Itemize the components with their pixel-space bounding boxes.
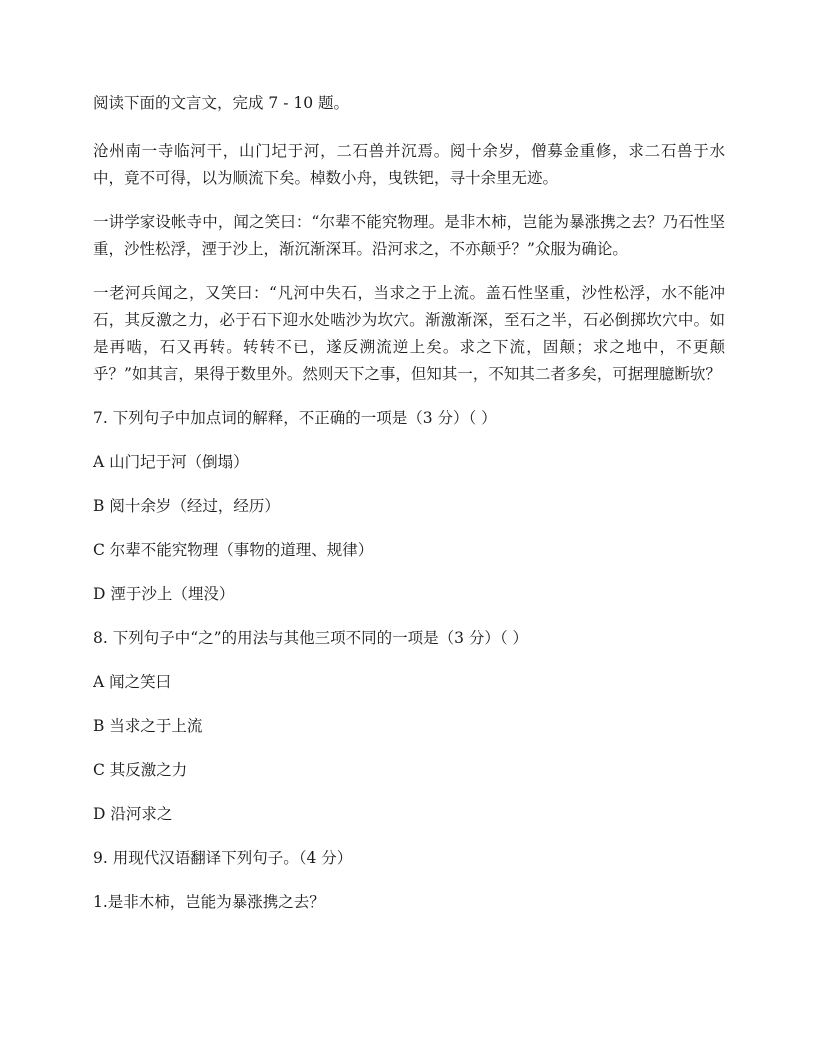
question-7-stem: 7. 下列句子中加点词的解释，不正确的一项是（3 分）（ ）	[93, 409, 497, 427]
question-7-option-d: D 湮于沙上（埋没）	[93, 585, 235, 603]
passage-paragraph-2: 一讲学家设帐寺中，闻之笑曰：“尔辈不能究物理。是非木柿，岂能为暴涨携之去？乃石性坚重，沙性松浮，湮于沙上，渐沉渐深耳。沿河求之，不亦颠乎？”众服为确论。	[93, 213, 725, 258]
question-9-item-1: 1.是非木柿，岂能为暴涨携之去？	[93, 893, 325, 911]
question-7-option-c: C 尔辈不能究物理（事物的道理、规律）	[93, 541, 374, 559]
passage-paragraph-3: 一老河兵闻之，又笑曰：“凡河中失石，当求之于上流。盖石性坚重，沙性松浮，水不能冲石，其反激之力，必于石下迎水处啮沙为坎穴。渐激渐深，至石之半，石必倒掷坎穴中。如是再啮，石又再转。转转不已，遂反溯流逆上矣。求之下流，固颠；求之地中，不更颠乎？”如其言，果得于数里外。然则天下之事，但知其一，不知其二者多矣，可据理臆断欤？	[93, 284, 725, 383]
question-8-stem: 8. 下列句子中“之”的用法与其他三项不同的一项是（3 分）（ ）	[93, 629, 529, 647]
question-7-option-b: B 阅十余岁（经过，经历）	[93, 497, 280, 515]
document-content	[93, 90, 725, 933]
question-8-option-d: D 沿河求之	[93, 805, 173, 823]
instruction-text: 阅读下面的文言文，完成 7 - 10 题。	[93, 94, 350, 112]
question-8-option-a: A 闻之笑曰	[93, 673, 172, 691]
question-7-option-a: A 山门圮于河（倒塌）	[93, 453, 249, 471]
question-8-option-c: C 其反激之力	[93, 761, 188, 779]
question-9-stem: 9. 用现代汉语翻译下列句子。（4 分）	[93, 849, 353, 867]
passage-paragraph-1: 沧州南一寺临河干，山门圮于河，二石兽并沉焉。阅十余岁，僧募金重修，求二石兽于水中，竟不可得，以为顺流下矣。棹数小舟，曳铁钯，寻十余里无迹。	[93, 142, 725, 187]
question-8-option-b: B 当求之于上流	[93, 717, 203, 735]
